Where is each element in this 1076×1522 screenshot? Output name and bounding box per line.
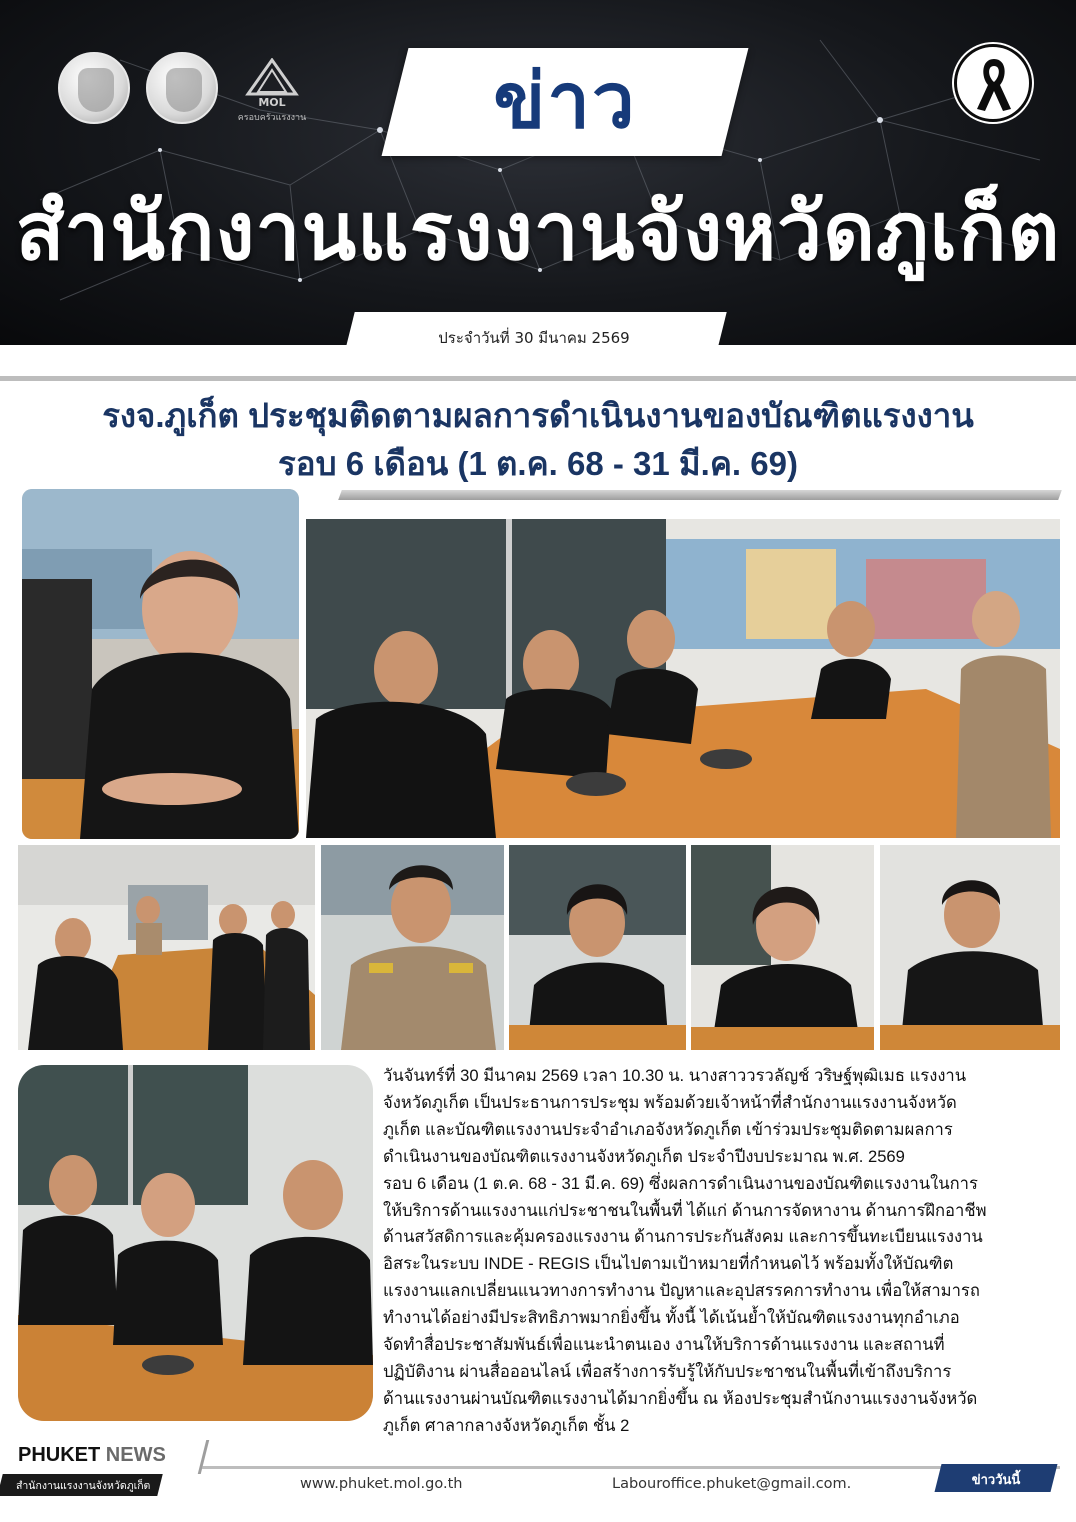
article-line: ดำเนินงานของบัณฑิตแรงงานจังหวัดภูเก็ต ประจำปีงบประมาณ พ.ศ. 2569 — [383, 1146, 905, 1166]
headline-rule — [338, 490, 1062, 500]
article-line: จัดทำสื่อประชาสัมพันธ์เพื่อแนะนำตนเอง งานให้บริการด้านแรงงาน และสถานที่ — [383, 1335, 945, 1355]
divider — [0, 376, 1076, 381]
article-line: ด้านแรงงานผ่านบัณฑิตแรงงานได้มากยิ่งขึ้น ณ ห้องประชุมสำนักงานแรงงานจังหวัด — [383, 1388, 978, 1408]
date-line: ประจำวันที่ 30 มีนาคม 2569 — [438, 329, 630, 347]
article-line: วันจันทร์ที่ 30 มีนาคม 2569 เวลา 10.30 น. นางสาววรวลัญช์ วริษฐ์พุฒิเมธ แรงงาน — [383, 1066, 967, 1085]
photo-meeting-side — [18, 845, 315, 1050]
photo-officer-uniform — [321, 845, 504, 1050]
provincial-seal-icon — [146, 52, 218, 124]
office-title: สำนักงานแรงงานจังหวัดภูเก็ต — [15, 187, 1061, 276]
article-line: ทำงานได้อย่างมีประสิทธิภาพมากยิ่งขึ้น ทั้งนี้ ได้เน้นย้ำให้บัณฑิตแรงงานทุกอำเภอ — [383, 1308, 960, 1328]
footer-email-link[interactable]: Labouroffice.phuket@gmail.com. — [612, 1476, 852, 1492]
emblem-garuda-icon — [58, 52, 130, 124]
brand-news-text: NEWS — [100, 1444, 166, 1466]
article-line: ให้บริการด้านแรงงานแก่ประชาชนในพื้นที่ ได้แก่ ด้านการจัดหางาน ด้านการฝึกอาชีพ — [383, 1200, 987, 1220]
mol-logo-sub: ครอบครัวแรงงาน — [237, 113, 307, 123]
footer-website-link[interactable]: www.phuket.mol.go.th — [300, 1476, 463, 1492]
article-line: จังหวัดภูเก็ต เป็นประธานการประชุม พร้อมด้วยเจ้าหน้าที่สำนักงานแรงงานจังหวัด — [383, 1092, 957, 1112]
photo-woman — [691, 845, 874, 1050]
article-line: แรงงานแลกเปลี่ยนแนวทางการทำงาน ปัญหาและอุปสรรคการทำงาน เพื่อให้สามารถ — [383, 1281, 980, 1301]
brand-logo — [18, 1444, 166, 1467]
headline — [0, 392, 1076, 488]
photo-three-participants — [18, 1065, 373, 1421]
headline-line-1: รงจ.ภูเก็ต ประชุมติดตามผลการดำเนินงานของบัณฑิตแรงงาน — [102, 397, 974, 434]
news-badge-word: ข่าว — [493, 59, 637, 144]
article-body — [383, 1063, 1053, 1440]
photo-chairperson — [22, 489, 299, 839]
mol-logo-icon — [234, 58, 310, 128]
article-line: อิสระในระบบ INDE - REGIS เป็นไปตามเป้าหมายที่กำหนดไว้ พร้อมทั้งให้บัณฑิต — [383, 1254, 954, 1274]
article-line: ด้านสวัสดิการและคุ้มครองแรงงาน ด้านการประกันสังคม และการขึ้นทะเบียนแรงงาน — [383, 1227, 983, 1247]
photo-man-seated — [880, 845, 1060, 1050]
headline-line-2: รอบ 6 เดือน (1 ต.ค. 68 - 31 มี.ค. 69) — [278, 445, 798, 482]
article-line: ภูเก็ต ศาลากลางจังหวัดภูเก็ต ชั้น 2 — [383, 1415, 630, 1435]
footer-divider — [190, 1466, 1060, 1469]
article-line: รอบ 6 เดือน (1 ต.ค. 68 - 31 มี.ค. 69) ซึ่งผลการดำเนินงานของบัณฑิตแรงงานในการ — [383, 1173, 978, 1193]
today-news-tag: ข่าววันนี้ — [971, 1473, 1021, 1488]
mol-logo-text: MOL — [258, 96, 286, 109]
brand-main-text: PHUKET — [18, 1444, 101, 1466]
photo-meeting-wide — [306, 519, 1060, 838]
header-banner — [0, 0, 1076, 345]
mourning-ribbon-icon — [954, 44, 1032, 122]
article-line: ภูเก็ต และบัณฑิตแรงงานประจำอำเภอจังหวัดภูเก็ต เข้าร่วมประชุมติดตามผลการ — [383, 1119, 953, 1139]
brand-sub-text: สำนักงานแรงงานจังหวัดภูเก็ต — [16, 1480, 151, 1492]
photo-young-man — [509, 845, 686, 1050]
article-line: ปฏิบัติงาน ผ่านสื่อออนไลน์ เพื่อสร้างการรับรู้ให้กับประชาชนในพื้นที่เข้าถึงบริการ — [383, 1361, 952, 1381]
